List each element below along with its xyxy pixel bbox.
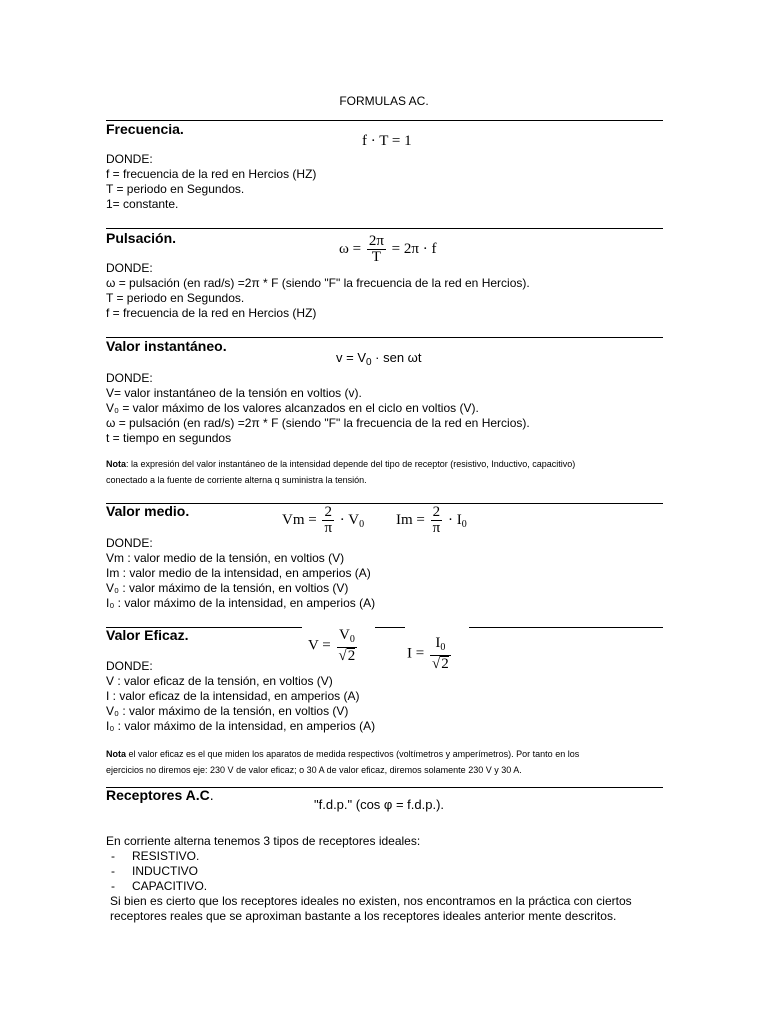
list-item-label: CAPACITIVO. (132, 879, 208, 893)
list-item-label: RESISTIVO. (132, 849, 200, 863)
definition-line: DONDE: (106, 659, 153, 673)
list-item (108, 864, 207, 879)
definition-line: T = periodo en Segundos. (106, 291, 245, 305)
numerator-subscript: 0 (349, 634, 355, 645)
fraction-numerator: 2 (322, 505, 334, 521)
definition-line: f = frecuencia de la red en Hercios (HZ) (106, 306, 317, 320)
definitions-eficaz (106, 659, 375, 734)
definition-line: I₀ : valor máximo de la intensidad, en amperios (A) (106, 719, 376, 733)
formula-fraction (430, 636, 451, 672)
formula-fraction (431, 505, 443, 536)
paragraph-line: receptores reales que se aproximan bastante a los receptores ideales anterior mente descritos. (110, 909, 617, 923)
heading-period: . (209, 787, 214, 803)
formula-subscript: 0 (366, 357, 372, 368)
definition-line: V= valor instantáneo de la tensión en voltios (v). (106, 386, 362, 400)
definitions-instantaneo (106, 371, 530, 446)
note-label: Nota (106, 749, 126, 759)
list-item-label: INDUCTIVO (132, 864, 198, 878)
formula-eficaz-intensidad (407, 636, 453, 672)
definition-line: f = frecuencia de la red en Hercios (HZ) (106, 167, 317, 181)
numerator-symbol: V (338, 627, 350, 643)
formula-receptores: "f.d.p." (cos φ = f.d.p.). (314, 797, 445, 812)
definition-line: ω = pulsación (en rad/s) =2π * F (siendo "F" la frecuencia de la red en Hercios). (106, 416, 530, 430)
numerator-symbol: I (435, 635, 441, 651)
formula-instantaneo (336, 350, 421, 368)
list-bullet: - (111, 864, 115, 878)
definition-line: DONDE: (106, 152, 153, 166)
receptores-closing (110, 894, 632, 924)
formula-lhs: Im = (396, 511, 425, 528)
root-symbol: √ (431, 656, 441, 672)
definitions-medio (106, 536, 375, 611)
definition-line: I₀ : valor máximo de la intensidad, en amperios (A) (106, 596, 376, 610)
definition-line: 1= constante. (106, 197, 179, 211)
definition-line: DONDE: (106, 261, 153, 275)
fraction-numerator: 2 (431, 505, 443, 521)
definition-line: Im : valor medio de la intensidad, en amperios (A) (106, 566, 371, 580)
list-item (108, 849, 207, 864)
formula-fraction (322, 505, 334, 536)
section-heading-frecuencia: Frecuencia. (106, 121, 184, 137)
list-bullet: - (111, 849, 115, 863)
section-heading-receptores (106, 787, 214, 803)
definition-line: V : valor eficaz de la tensión, en voltios (V) (106, 674, 333, 688)
section-heading-instantaneo: Valor instantáneo. (106, 338, 227, 354)
list-bullet: - (111, 879, 115, 893)
definition-line: Vm : valor medio de la tensión, en voltios (V) (106, 551, 345, 565)
formula-rhs: · I (447, 511, 462, 528)
definition-line: DONDE: (106, 371, 153, 385)
definition-line: V₀ : valor máximo de la tensión, en voltios (V) (106, 581, 349, 595)
fraction-numerator (430, 636, 451, 656)
note-text: ejercicios no diremos eje: 230 V de valor eficaz; o 30 A de valor eficaz, diremos solamente 230 V y 30 A. (106, 764, 522, 775)
formula-pre: v = V (336, 350, 366, 365)
receptores-list (108, 849, 207, 894)
receptores-intro: En corriente alterna tenemos 3 tipos de receptores ideales: (106, 834, 421, 848)
definition-line: DONDE: (106, 536, 153, 550)
formula-lhs: V = (308, 637, 331, 654)
section-heading-medio: Valor medio. (106, 503, 190, 519)
section-rule (469, 627, 663, 628)
numerator-subscript: 0 (440, 642, 446, 653)
fraction-denominator (430, 656, 451, 672)
section-rule (106, 120, 663, 121)
section-rule (375, 627, 405, 628)
definition-line: ω = pulsación (en rad/s) =2π * F (siendo "F" la frecuencia de la red en Hercios). (106, 276, 530, 290)
formula-medio-intensidad (396, 505, 467, 536)
definition-line: V₀ : valor máximo de la tensión, en voltios (V) (106, 704, 349, 718)
formula-frecuencia: f · T = 1 (362, 133, 412, 149)
section-heading-eficaz: Valor Eficaz. (106, 627, 189, 643)
note-text: el valor eficaz es el que miden los aparatos de medida respectivos (voltímetros y amperímetros). Por tanto en los (126, 749, 580, 759)
definition-line: T = periodo en Segundos. (106, 182, 245, 196)
definition-line: t = tiempo en segundos (106, 431, 232, 445)
definitions-frecuencia (106, 152, 316, 212)
fraction-denominator: π (432, 520, 441, 536)
formula-medio-tension (282, 505, 364, 536)
note-text: conectado a la fuente de corriente alterna q suministra la tensión. (106, 474, 367, 485)
document-title: FORMULAS AC. (339, 94, 429, 108)
section-heading-pulsacion: Pulsación. (106, 230, 177, 246)
formula-rhs: = 2π · f (391, 240, 437, 257)
fraction-denominator: T (371, 249, 381, 265)
note-text: : la expresión del valor instantáneo de la intensidad depende del tipo de receptor (resistivo, Inductivo, capacitivo) (126, 459, 576, 469)
formula-post: · sen ωt (371, 350, 422, 365)
definition-line: I : valor eficaz de la intensidad, en amperios (A) (106, 689, 360, 703)
fraction-numerator (337, 628, 358, 648)
root-symbol: √ (338, 648, 347, 664)
note-instantaneo (106, 457, 575, 488)
radicand: 2 (441, 656, 449, 672)
fraction-denominator: π (324, 520, 333, 536)
definition-line: V₀ = valor máximo de los valores alcanzados en el ciclo en voltios (V). (106, 401, 479, 415)
formula-rhs: · V (339, 511, 360, 528)
radicand: 2 (347, 648, 356, 664)
list-item (108, 879, 207, 894)
note-label: Nota (106, 459, 126, 469)
section-rule (106, 503, 663, 504)
paragraph-line: Si bien es cierto que los receptores ideales no existen, nos encontramos en la práctica con ciertos (110, 894, 632, 908)
formula-subscript: 0 (359, 518, 365, 530)
formula-lhs: Vm = (282, 511, 317, 528)
definitions-pulsacion (106, 261, 530, 321)
formula-lhs: ω = (339, 240, 362, 257)
formula-lhs: I = (407, 645, 425, 662)
formula-subscript: 0 (461, 518, 467, 530)
section-rule (106, 228, 663, 229)
fraction-numerator: 2π (368, 233, 384, 249)
note-eficaz (106, 747, 579, 778)
heading-text: Receptores A.C (106, 787, 210, 803)
